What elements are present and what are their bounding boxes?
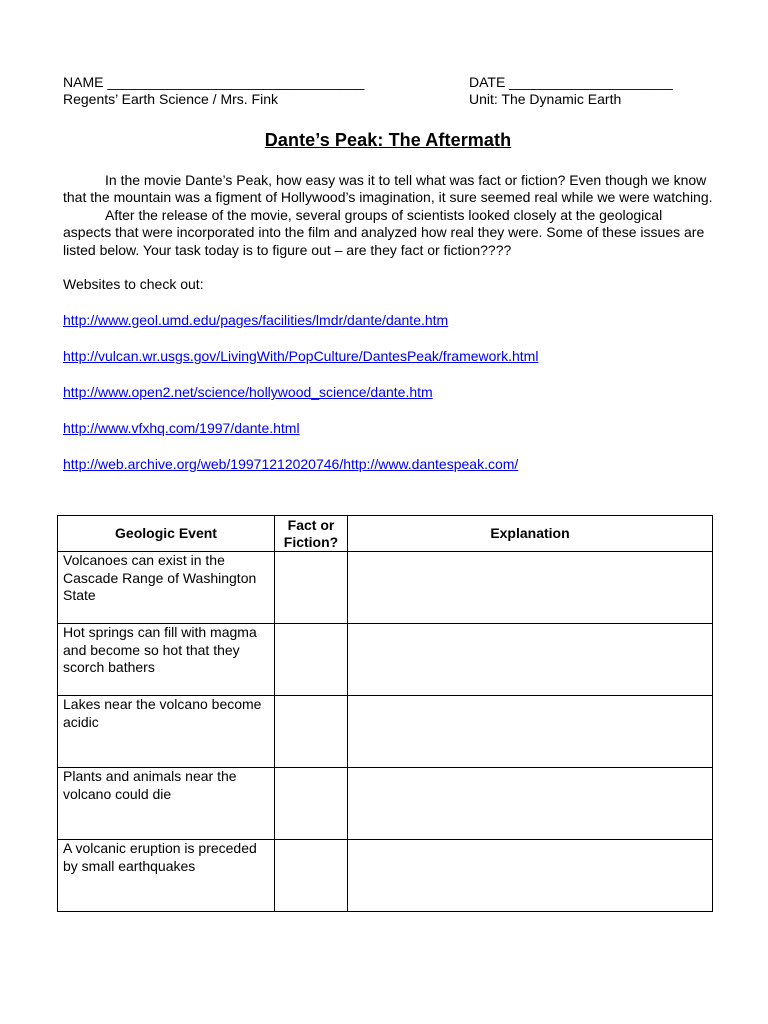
fact-fiction-answer-cell[interactable] <box>275 768 348 840</box>
table-header-row <box>58 516 713 552</box>
course-label: Regents’ Earth Science / Mrs. Fink <box>63 91 279 107</box>
header-fact-line1: Fact or <box>287 516 335 533</box>
intro-paragraph-1: In the movie Dante’s Peak, how easy was it to tell what was fact or fiction? Even though we know that the mountain was a figment of Hollywood’s imagination, it sure seemed real while we were watching. <box>63 172 713 206</box>
header-row-1 <box>63 74 713 91</box>
worksheet-page <box>63 74 713 473</box>
table-row <box>58 840 713 912</box>
table-row <box>58 768 713 840</box>
intro-paragraph-2: After the release of the movie, several groups of scientists looked closely at the geological aspects that were incorporated into the film and analyzed how real they were. Some of these issues are listed below. Your task today is to figure out – are they fact or fiction???? <box>63 206 705 258</box>
unit-label: Unit: The Dynamic Earth <box>469 91 622 107</box>
table-row <box>58 696 713 768</box>
fact-fiction-answer-cell[interactable] <box>275 696 348 768</box>
fact-fiction-answer-cell[interactable] <box>275 624 348 696</box>
header-fact-or-fiction <box>275 516 348 552</box>
explanation-answer-cell[interactable] <box>348 768 713 840</box>
header-geologic-event: Geologic Event <box>58 516 275 552</box>
website-link-4[interactable]: http://www.vfxhq.com/1997/dante.html <box>63 420 300 437</box>
page-title: Dante’s Peak: The Aftermath <box>264 130 512 150</box>
website-links <box>63 312 713 473</box>
header-explanation: Explanation <box>348 516 713 552</box>
geologic-events-table <box>57 515 713 912</box>
fact-fiction-answer-cell[interactable] <box>275 552 348 624</box>
event-cell <box>58 768 275 840</box>
header-fact-line2: Fiction? <box>283 533 339 550</box>
event-text: A volcanic eruption is preceded by small earthquakes <box>63 840 257 874</box>
date-field-line: DATE _____________________ <box>469 74 673 90</box>
event-cell <box>58 552 275 624</box>
event-cell <box>58 624 275 696</box>
explanation-answer-cell[interactable] <box>348 840 713 912</box>
name-field-line: NAME _________________________________ <box>63 74 365 90</box>
event-cell <box>58 840 275 912</box>
website-link-2[interactable]: http://vulcan.wr.usgs.gov/LivingWith/PopCulture/DantesPeak/framework.html <box>63 348 539 365</box>
table-row <box>58 624 713 696</box>
header-row-2 <box>63 91 713 108</box>
explanation-answer-cell[interactable] <box>348 552 713 624</box>
table-row <box>58 552 713 624</box>
event-text: Volcanoes can exist in the Cascade Range of Washington State <box>63 552 257 604</box>
event-text: Lakes near the volcano become acidic <box>63 696 262 730</box>
intro-text <box>63 172 713 259</box>
website-link-3[interactable]: http://www.open2.net/science/hollywood_science/dante.htm <box>63 384 433 401</box>
event-text: Plants and animals near the volcano could die <box>63 768 237 802</box>
websites-label: Websites to check out: <box>63 276 204 293</box>
event-text: Hot springs can fill with magma and become so hot that they scorch bathers <box>63 624 257 676</box>
explanation-answer-cell[interactable] <box>348 696 713 768</box>
website-link-1[interactable]: http://www.geol.umd.edu/pages/facilities/lmdr/dante/dante.htm <box>63 312 449 329</box>
event-cell <box>58 696 275 768</box>
website-link-5[interactable]: http://web.archive.org/web/19971212020746/http://www.dantespeak.com/ <box>63 456 519 473</box>
fact-fiction-answer-cell[interactable] <box>275 840 348 912</box>
explanation-answer-cell[interactable] <box>348 624 713 696</box>
